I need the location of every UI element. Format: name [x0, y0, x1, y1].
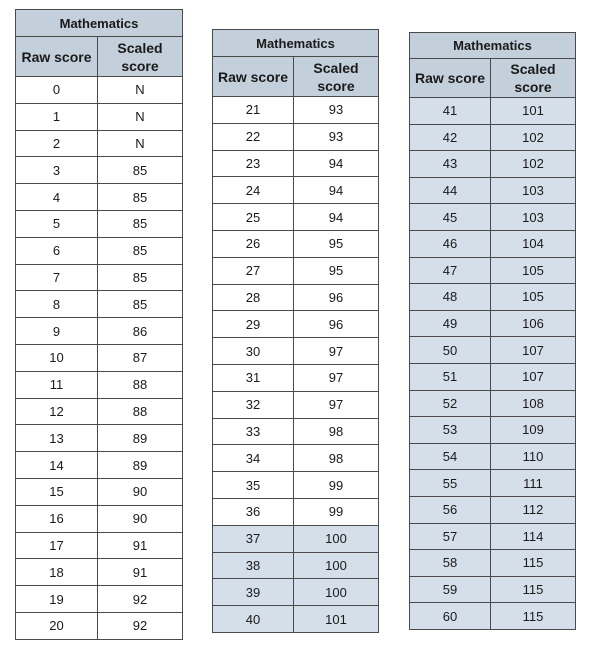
scaled-score-header: Scaled score	[294, 57, 379, 97]
raw-score-cell: 37	[213, 525, 294, 552]
scaled-score-cell: 100	[294, 579, 379, 606]
table-row	[213, 284, 379, 311]
raw-score-cell: 56	[410, 496, 491, 523]
scaled-score-cell: 95	[294, 230, 379, 257]
scaled-score-cell: 105	[491, 257, 576, 284]
scaled-score-cell: 98	[294, 418, 379, 445]
table-row	[16, 184, 183, 211]
raw-score-cell: 20	[16, 612, 98, 639]
raw-score-header: Raw score	[16, 37, 98, 77]
raw-score-cell: 40	[213, 606, 294, 633]
table-row	[410, 390, 576, 417]
raw-score-cell: 13	[16, 425, 98, 452]
raw-score-cell: 6	[16, 237, 98, 264]
scaled-score-cell: 90	[98, 505, 183, 532]
scaled-score-cell: 108	[491, 390, 576, 417]
raw-score-header: Raw score	[410, 59, 491, 98]
scaled-score-cell: 115	[491, 603, 576, 630]
table-row	[213, 338, 379, 365]
raw-score-cell: 28	[213, 284, 294, 311]
table-row	[213, 445, 379, 472]
scaled-score-cell: 110	[491, 443, 576, 470]
scaled-score-cell: 87	[98, 344, 183, 371]
table-row	[16, 452, 183, 479]
table-row	[16, 77, 183, 104]
scaled-score-cell: 88	[98, 398, 183, 425]
raw-score-cell: 35	[213, 472, 294, 499]
scaled-score-cell: 101	[491, 98, 576, 125]
scaled-score-cell: 94	[294, 177, 379, 204]
scaled-score-cell: 85	[98, 264, 183, 291]
scaled-score-cell: 93	[294, 123, 379, 150]
table-row	[16, 586, 183, 613]
table-row	[410, 310, 576, 337]
table-row	[213, 498, 379, 525]
scaled-score-cell: 103	[491, 204, 576, 231]
scaled-score-cell: 102	[491, 151, 576, 178]
table-row	[410, 523, 576, 550]
table-row	[16, 478, 183, 505]
raw-score-cell: 38	[213, 552, 294, 579]
table-row	[213, 177, 379, 204]
raw-score-cell: 60	[410, 603, 491, 630]
score-table-1	[15, 9, 183, 640]
table-row	[410, 337, 576, 364]
raw-score-cell: 25	[213, 204, 294, 231]
scaled-score-cell: 102	[491, 124, 576, 151]
raw-score-cell: 48	[410, 284, 491, 311]
raw-score-cell: 3	[16, 157, 98, 184]
raw-score-cell: 49	[410, 310, 491, 337]
table-body	[16, 77, 183, 640]
subject-header: Mathematics	[16, 10, 183, 37]
table-row	[16, 371, 183, 398]
table-row	[410, 230, 576, 257]
scaled-score-cell: 86	[98, 318, 183, 345]
scaled-score-cell: N	[98, 130, 183, 157]
scaled-score-cell: 112	[491, 496, 576, 523]
raw-score-cell: 57	[410, 523, 491, 550]
table-row	[410, 576, 576, 603]
scaled-score-cell: 88	[98, 371, 183, 398]
scaled-score-cell: 100	[294, 552, 379, 579]
score-table-3	[409, 32, 576, 630]
table-row	[410, 603, 576, 630]
table-row	[213, 97, 379, 124]
table-row	[410, 284, 576, 311]
scaled-score-cell: N	[98, 77, 183, 104]
table-row	[16, 103, 183, 130]
raw-score-cell: 17	[16, 532, 98, 559]
raw-score-cell: 14	[16, 452, 98, 479]
scaled-score-cell: 115	[491, 550, 576, 577]
raw-score-cell: 12	[16, 398, 98, 425]
raw-score-cell: 39	[213, 579, 294, 606]
scaled-score-cell: 97	[294, 391, 379, 418]
table-row	[410, 417, 576, 444]
table-row	[410, 550, 576, 577]
scaled-score-header: Scaled score	[491, 59, 576, 98]
raw-score-cell: 26	[213, 230, 294, 257]
table-row	[410, 124, 576, 151]
raw-score-cell: 5	[16, 210, 98, 237]
scaled-score-cell: 89	[98, 425, 183, 452]
table-row	[410, 204, 576, 231]
table-row	[410, 98, 576, 125]
raw-score-cell: 2	[16, 130, 98, 157]
scaled-score-cell: 114	[491, 523, 576, 550]
scaled-score-cell: 85	[98, 184, 183, 211]
raw-score-cell: 50	[410, 337, 491, 364]
raw-score-cell: 44	[410, 177, 491, 204]
table-row	[16, 130, 183, 157]
raw-score-cell: 16	[16, 505, 98, 532]
table-row	[213, 311, 379, 338]
table-row	[410, 177, 576, 204]
scaled-score-cell: 99	[294, 498, 379, 525]
table-row	[16, 291, 183, 318]
scaled-score-cell: N	[98, 103, 183, 130]
table-row	[16, 425, 183, 452]
scaled-score-cell: 91	[98, 532, 183, 559]
scaled-score-cell: 91	[98, 559, 183, 586]
table-row	[213, 606, 379, 633]
raw-score-cell: 34	[213, 445, 294, 472]
table-row	[16, 532, 183, 559]
table-row	[410, 443, 576, 470]
scaled-score-cell: 98	[294, 445, 379, 472]
raw-score-cell: 21	[213, 97, 294, 124]
raw-score-cell: 10	[16, 344, 98, 371]
raw-score-cell: 9	[16, 318, 98, 345]
table-row	[16, 612, 183, 639]
table-row	[16, 157, 183, 184]
raw-score-cell: 42	[410, 124, 491, 151]
scaled-score-cell: 107	[491, 363, 576, 390]
raw-score-cell: 53	[410, 417, 491, 444]
raw-score-cell: 45	[410, 204, 491, 231]
raw-score-cell: 59	[410, 576, 491, 603]
table-row	[410, 151, 576, 178]
scaled-score-cell: 94	[294, 150, 379, 177]
scaled-score-cell: 103	[491, 177, 576, 204]
scaled-score-cell: 93	[294, 97, 379, 124]
table-row	[213, 525, 379, 552]
raw-score-cell: 24	[213, 177, 294, 204]
table-row	[16, 210, 183, 237]
scaled-score-cell: 95	[294, 257, 379, 284]
table-row	[410, 496, 576, 523]
table-row	[16, 318, 183, 345]
subject-header: Mathematics	[213, 30, 379, 57]
scaled-score-cell: 96	[294, 284, 379, 311]
table-body	[213, 97, 379, 633]
scaled-score-cell: 106	[491, 310, 576, 337]
table-row	[16, 344, 183, 371]
table-row	[213, 230, 379, 257]
scaled-score-cell: 97	[294, 364, 379, 391]
scaled-score-cell: 111	[491, 470, 576, 497]
raw-score-cell: 1	[16, 103, 98, 130]
scaled-score-cell: 105	[491, 284, 576, 311]
raw-score-cell: 22	[213, 123, 294, 150]
raw-score-cell: 33	[213, 418, 294, 445]
scaled-score-cell: 101	[294, 606, 379, 633]
table-row	[16, 559, 183, 586]
table-row	[213, 472, 379, 499]
raw-score-cell: 27	[213, 257, 294, 284]
table-row	[213, 391, 379, 418]
score-table-2	[212, 29, 379, 633]
table-row	[16, 237, 183, 264]
scaled-score-cell: 99	[294, 472, 379, 499]
scaled-score-cell: 115	[491, 576, 576, 603]
raw-score-cell: 46	[410, 230, 491, 257]
scaled-score-header: Scaled score	[98, 37, 183, 77]
raw-score-cell: 52	[410, 390, 491, 417]
raw-score-cell: 47	[410, 257, 491, 284]
raw-score-cell: 8	[16, 291, 98, 318]
scaled-score-cell: 85	[98, 291, 183, 318]
scaled-score-cell: 100	[294, 525, 379, 552]
table-row	[213, 123, 379, 150]
table-row	[213, 257, 379, 284]
scaled-score-cell: 96	[294, 311, 379, 338]
scaled-score-cell: 85	[98, 157, 183, 184]
scaled-score-cell: 89	[98, 452, 183, 479]
table-row	[213, 364, 379, 391]
raw-score-cell: 43	[410, 151, 491, 178]
raw-score-cell: 51	[410, 363, 491, 390]
raw-score-cell: 58	[410, 550, 491, 577]
table-row	[410, 470, 576, 497]
raw-score-cell: 7	[16, 264, 98, 291]
table-row	[16, 505, 183, 532]
raw-score-cell: 36	[213, 498, 294, 525]
scaled-score-cell: 94	[294, 204, 379, 231]
scaled-score-cell: 92	[98, 612, 183, 639]
scaled-score-cell: 85	[98, 210, 183, 237]
raw-score-cell: 31	[213, 364, 294, 391]
raw-score-cell: 32	[213, 391, 294, 418]
raw-score-cell: 29	[213, 311, 294, 338]
raw-score-cell: 41	[410, 98, 491, 125]
table-row	[213, 552, 379, 579]
raw-score-cell: 18	[16, 559, 98, 586]
table-row	[16, 264, 183, 291]
scaled-score-cell: 104	[491, 230, 576, 257]
table-row	[213, 204, 379, 231]
scaled-score-cell: 92	[98, 586, 183, 613]
scaled-score-cell: 107	[491, 337, 576, 364]
raw-score-header: Raw score	[213, 57, 294, 97]
raw-score-cell: 4	[16, 184, 98, 211]
raw-score-cell: 54	[410, 443, 491, 470]
scaled-score-cell: 97	[294, 338, 379, 365]
raw-score-cell: 0	[16, 77, 98, 104]
table-row	[213, 150, 379, 177]
raw-score-cell: 15	[16, 478, 98, 505]
table-body	[410, 98, 576, 630]
raw-score-cell: 55	[410, 470, 491, 497]
scaled-score-cell: 90	[98, 478, 183, 505]
raw-score-cell: 30	[213, 338, 294, 365]
table-row	[16, 398, 183, 425]
scaled-score-cell: 85	[98, 237, 183, 264]
table-row	[213, 579, 379, 606]
subject-header: Mathematics	[410, 33, 576, 59]
table-row	[213, 418, 379, 445]
raw-score-cell: 19	[16, 586, 98, 613]
scaled-score-cell: 109	[491, 417, 576, 444]
raw-score-cell: 23	[213, 150, 294, 177]
table-row	[410, 363, 576, 390]
table-row	[410, 257, 576, 284]
raw-score-cell: 11	[16, 371, 98, 398]
